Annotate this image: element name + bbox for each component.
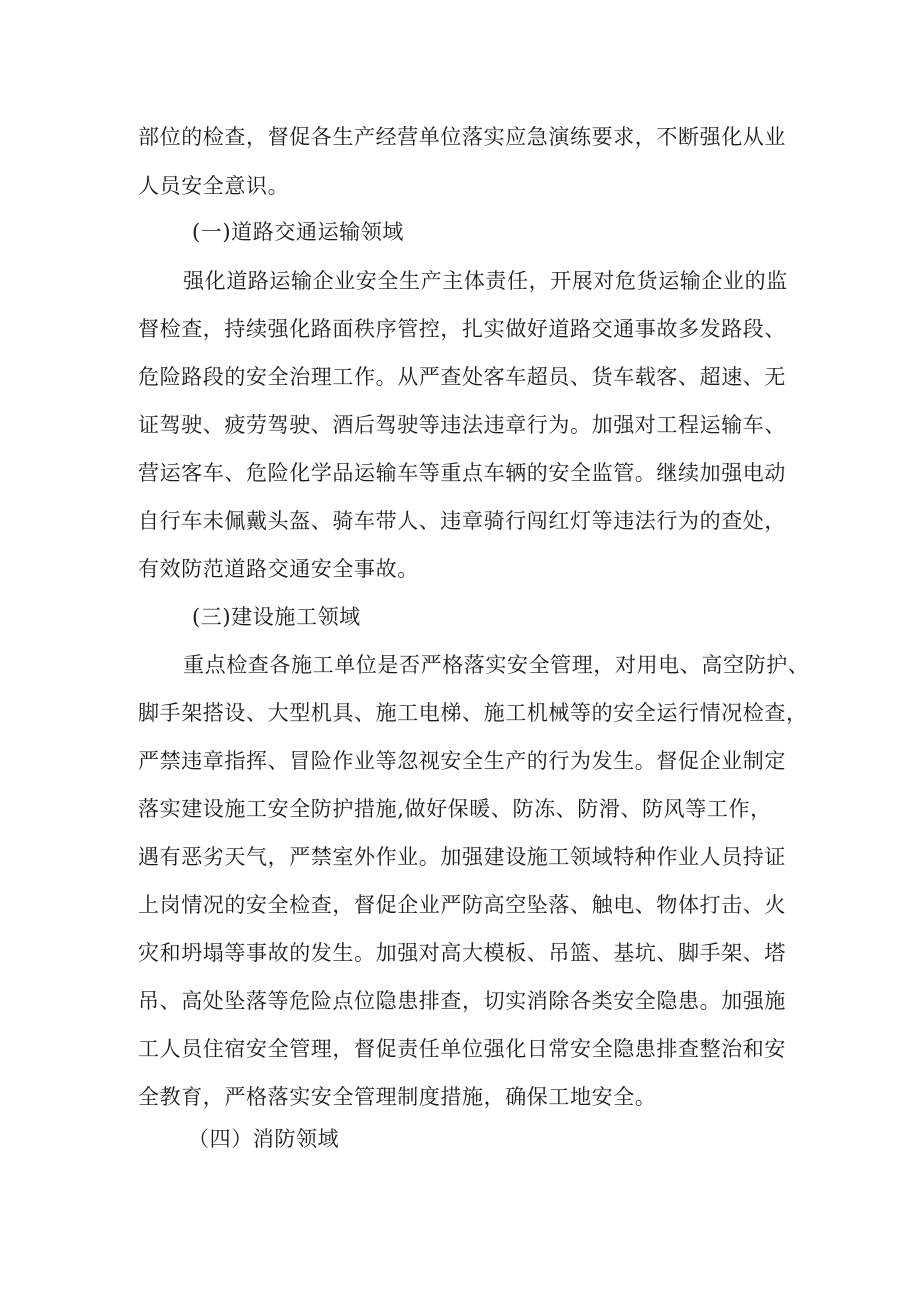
section-heading-road-traffic: (一)道路交通运输领域 — [192, 220, 404, 244]
body-text-line: 灾和坍塌等事故的发生。加强对高大模板、吊篮、基坑、脚手架、塔 — [138, 941, 786, 965]
body-text-line: 落实建设施工安全防护措施,做好保暖、防冻、防滑、防风等工作， — [138, 797, 772, 821]
body-text-line: 营运客车、危险化学品运输车等重点车辆的安全监管。继续加强电动 — [138, 461, 786, 485]
body-text-line: 严禁违章指挥、冒险作业等忽视安全生产的行为发生。督促企业制定 — [138, 749, 786, 773]
body-text-line: 全教育，严格落实安全管理制度措施，确保工地安全。 — [138, 1085, 657, 1109]
body-text-line: 人员安全意识。 — [138, 174, 290, 198]
body-text-line: 危险路段的安全治理工作。从严查处客车超员、货车载客、超速、无 — [138, 365, 786, 389]
body-text-line: 部位的检查，督促各生产经营单位落实应急演练要求，不断强化从业 — [138, 125, 786, 149]
body-text-line: 重点检查各施工单位是否严格落实安全管理，对用电、高空防护、 — [183, 653, 810, 677]
section-heading-construction: (三)建设施工领域 — [192, 605, 361, 629]
body-text-line: 工人员住宿安全管理，督促责任单位强化日常安全隐患排查整治和安 — [138, 1037, 786, 1061]
body-text-line: 吊、高处坠落等危险点位隐患排查，切实消除各类安全隐患。加强施 — [138, 989, 786, 1013]
body-text-line: 脚手架搭设、大型机具、施工电梯、施工机械等的安全运行情况检查， — [138, 701, 808, 725]
body-text-line: 有效防范道路交通安全事故。 — [138, 557, 419, 581]
body-text-line: 证驾驶、疲劳驾驶、酒后驾驶等违法违章行为。加强对工程运输车、 — [138, 413, 786, 437]
section-heading-fire-safety: （四）消防领域 — [188, 1127, 340, 1151]
body-text-line: 强化道路运输企业安全生产主体责任，开展对危货运输企业的监 — [183, 269, 788, 293]
body-text-line: 自行车未佩戴头盔、骑车带人、违章骑行闯红灯等违法行为的查处， — [138, 509, 786, 533]
body-text-line: 遇有恶劣天气，严禁室外作业。加强建设施工领域特种作业人员持证 — [138, 845, 786, 869]
body-text-line: 上岗情况的安全检查，督促企业严防高空坠落、触电、物体打击、火 — [138, 893, 786, 917]
body-text-line: 督检查，持续强化路面秩序管控，扎实做好道路交通事故多发路段、 — [138, 317, 786, 341]
